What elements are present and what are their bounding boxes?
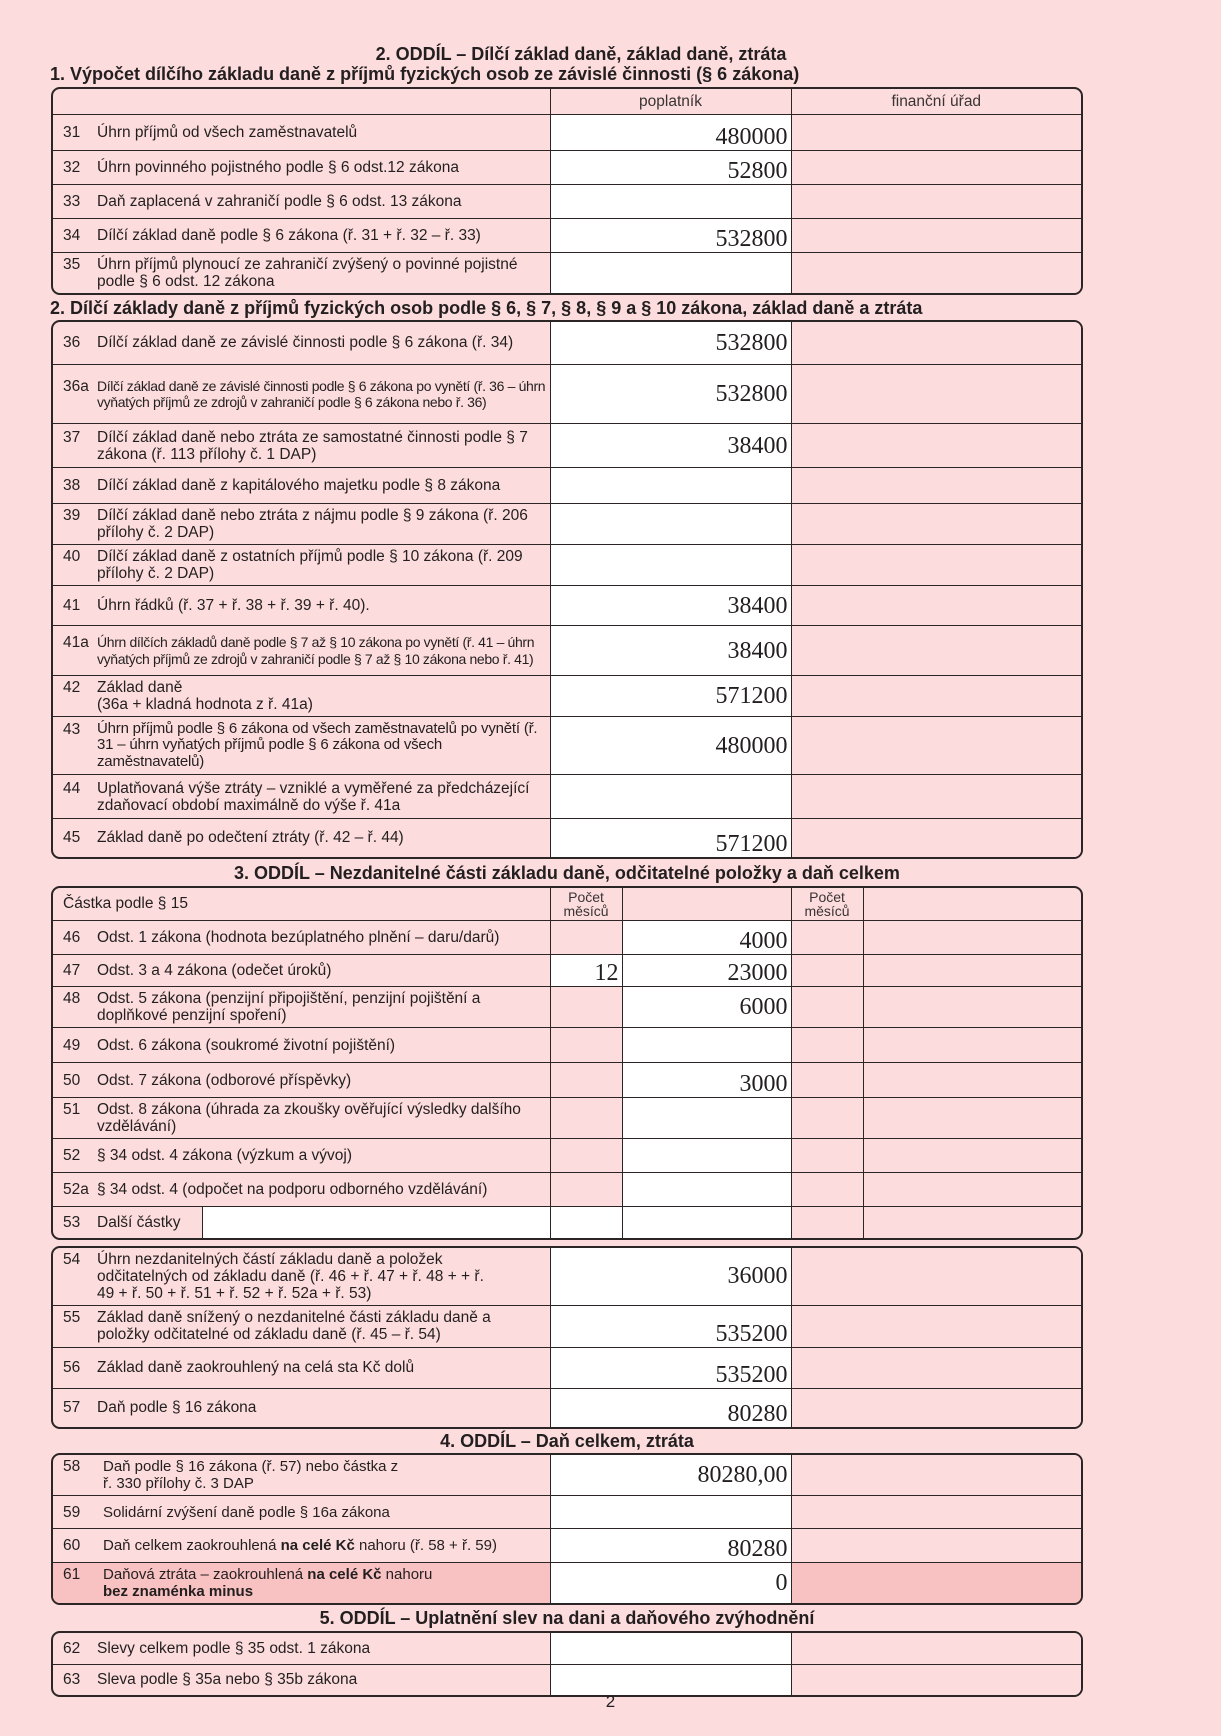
row-number: 60 xyxy=(63,1537,81,1554)
value-field[interactable]: 23000 xyxy=(622,955,791,987)
other-amounts-text-field[interactable] xyxy=(202,1207,550,1238)
office-field xyxy=(791,1248,1081,1306)
row-number: 38 xyxy=(63,477,81,494)
section4-table xyxy=(51,1453,1083,1605)
row-46 xyxy=(53,921,1081,955)
row-47 xyxy=(53,955,1081,987)
value-field[interactable] xyxy=(550,184,791,218)
row-number: 31 xyxy=(63,123,81,141)
row-53 xyxy=(53,1207,1081,1238)
header-blank xyxy=(53,89,550,114)
row-52a xyxy=(53,1173,1081,1207)
row-label: Dílčí základ daně z ostatních příjmů podle § 10 zákona (ř. 209 přílohy č. 2 DAP) xyxy=(97,548,523,582)
value-field[interactable]: 535200 xyxy=(550,1305,791,1347)
row-label: Uplatňovaná výše ztráty – vzniklé a vyměřené za předcházející zdaňovací období maximálně do výše ř. 41a xyxy=(97,779,530,814)
row-number: 53 xyxy=(63,1213,81,1231)
row-31 xyxy=(53,114,1081,150)
office-field xyxy=(791,1633,1081,1664)
office-field xyxy=(791,1496,1081,1529)
value-field[interactable] xyxy=(550,775,791,819)
office-field xyxy=(863,1207,1081,1238)
value-field[interactable] xyxy=(622,1098,791,1139)
row-56 xyxy=(53,1347,1081,1388)
office-field xyxy=(791,252,1081,293)
col-taxpayer-header: poplatník xyxy=(550,89,791,114)
value-field[interactable]: 80280 xyxy=(550,1388,791,1427)
office-field xyxy=(863,987,1081,1028)
row-label: Slevy celkem podle § 35 odst. 1 zákona xyxy=(97,1639,371,1657)
office-field xyxy=(791,676,1081,717)
part1-table xyxy=(51,87,1083,295)
col-office-header: finanční úřad xyxy=(791,89,1081,114)
office-field xyxy=(791,819,1081,857)
row-41a xyxy=(53,626,1081,676)
value-field[interactable] xyxy=(622,1139,791,1173)
row-number: 32 xyxy=(63,158,81,176)
row-62 xyxy=(53,1633,1081,1664)
row-59 xyxy=(53,1496,1081,1529)
row-label: Úhrn povinného pojistného podle § 6 odst.12 zákona xyxy=(97,158,459,176)
office-field xyxy=(791,717,1081,775)
value-field[interactable]: 36000 xyxy=(550,1248,791,1306)
section3-table xyxy=(51,886,1083,1240)
part2-title: 2. Dílčí základy daně z příjmů fyzických osob podle § 6, § 7, § 8, § 9 a § 10 zákona, základ daně a ztráta xyxy=(50,297,923,318)
row-33 xyxy=(53,184,1081,218)
row-number: 44 xyxy=(63,779,81,797)
row-61 xyxy=(53,1563,1081,1604)
row-label: Dílčí základ daně podle § 6 zákona (ř. 31 + ř. 32 – ř. 33) xyxy=(97,226,481,244)
row-number: 58 xyxy=(63,1458,81,1475)
value-field[interactable] xyxy=(622,1028,791,1063)
row-52 xyxy=(53,1139,1081,1173)
value-field[interactable]: 532800 xyxy=(550,322,791,365)
row-number: 49 xyxy=(63,1036,81,1054)
row-label: Odst. 1 zákona (hodnota bezúplatného plnění – daru/darů) xyxy=(97,929,500,946)
office-field xyxy=(863,955,1081,987)
value-field[interactable]: 3000 xyxy=(622,1063,791,1098)
office-months-field xyxy=(791,955,863,987)
office-field xyxy=(791,1563,1081,1604)
row-label: Úhrn nezdanitelných částí základu daně a položek odčitatelných od základu daně (ř. 46 + ř. 47 + ř. 48 + + ř. 49 + ř. 50 + ř. 51 + ř. 52 + ř. 52a + ř. 53) xyxy=(97,1250,484,1302)
section5-table xyxy=(51,1631,1083,1697)
row-label: Solidární zvýšení daně podle § 16a zákona xyxy=(103,1503,390,1521)
row-number: 40 xyxy=(63,548,81,565)
row-number: 56 xyxy=(63,1359,81,1376)
row-40 xyxy=(53,545,1081,586)
office-field xyxy=(791,218,1081,252)
row-number: 50 xyxy=(63,1071,81,1089)
part1-title: 1. Výpočet dílčího základu daně z příjmů fyzických osob ze závislé činnosti (§ 6 zákona) xyxy=(50,64,800,84)
months-field xyxy=(550,987,622,1028)
value-field[interactable] xyxy=(550,252,791,293)
office-field xyxy=(791,1388,1081,1427)
row-number: 48 xyxy=(63,990,81,1007)
row-number: 54 xyxy=(63,1250,81,1268)
row-number: 61 xyxy=(63,1566,81,1583)
value-field[interactable]: 38400 xyxy=(550,586,791,626)
row-32 xyxy=(53,150,1081,184)
value-field[interactable]: 38400 xyxy=(550,626,791,676)
value-field[interactable] xyxy=(550,1633,791,1664)
value-field[interactable]: 532800 xyxy=(550,218,791,252)
row-number: 33 xyxy=(63,192,81,210)
row-label: Dílčí základ daně z kapitálového majetku podle § 8 zákona xyxy=(97,477,501,494)
row-label: Základ daně xyxy=(97,679,183,696)
row-label: Dílčí základ daně ze závislé činnosti podle § 6 zákona po vynětí (ř. 36 – úhrn vyňatých příjmů ze zdrojů v zahraničí podle § 6 zákona nebo ř. 36) xyxy=(97,377,546,410)
section3-totals-table xyxy=(51,1246,1083,1430)
section3-title: 3. ODDÍL – Nezdanitelné části základu daně, odčitatelné položky a daň celkem xyxy=(234,862,900,883)
row-48 xyxy=(53,987,1081,1028)
row-42 xyxy=(53,676,1081,717)
row-number: 34 xyxy=(63,226,81,244)
row-label: Úhrn příjmů podle § 6 zákona od všech zaměstnavatelů po vynětí (ř. 31 – úhrn vyňatých příjmů podle § 6 zákona od všech zaměstnavatelů) xyxy=(97,719,538,770)
row-36a xyxy=(53,365,1081,424)
row-49 xyxy=(53,1028,1081,1063)
row-number: 41 xyxy=(63,597,81,614)
value-field[interactable]: 571200 xyxy=(550,676,791,717)
value-field[interactable] xyxy=(550,1496,791,1529)
row-number: 57 xyxy=(63,1399,81,1417)
section4-title: 4. ODDÍL – Daň celkem, ztráta xyxy=(440,1431,694,1451)
row-number: 62 xyxy=(63,1639,81,1657)
value-field[interactable]: 480000 xyxy=(550,717,791,775)
office-months-field xyxy=(791,1139,863,1173)
value-field[interactable]: 80280,00 xyxy=(550,1455,791,1496)
months-field[interactable]: 12 xyxy=(550,955,622,987)
office-field xyxy=(791,322,1081,365)
row-label: Daň celkem zaokrouhlená na celé Kč nahoru (ř. 58 + ř. 59) xyxy=(103,1537,497,1554)
row-number: 46 xyxy=(63,929,81,946)
value-field[interactable]: 535200 xyxy=(550,1347,791,1388)
months-field xyxy=(550,1173,622,1207)
months-field xyxy=(550,1028,622,1063)
row-label: Odst. 6 zákona (soukromé životní pojištění) xyxy=(97,1036,396,1054)
office-field xyxy=(863,1098,1081,1139)
header-blank xyxy=(622,888,791,921)
value-field[interactable] xyxy=(550,545,791,586)
value-field[interactable]: 4000 xyxy=(622,921,791,955)
value-field[interactable]: 80280 xyxy=(550,1529,791,1563)
row-label: Daň podle § 16 zákona xyxy=(97,1399,257,1417)
office-field xyxy=(791,468,1081,504)
months-field[interactable] xyxy=(550,1207,622,1238)
row-number: 51 xyxy=(63,1101,81,1118)
office-field xyxy=(791,1664,1081,1695)
value-field[interactable]: 38400 xyxy=(550,424,791,468)
row-number: 43 xyxy=(63,720,81,738)
row-38 xyxy=(53,468,1081,504)
office-field xyxy=(791,504,1081,545)
row-number: 59 xyxy=(63,1503,81,1521)
row-39 xyxy=(53,504,1081,545)
office-field xyxy=(791,775,1081,819)
row-label: Daň zaplacená v zahraničí podle § 6 odst. 13 zákona xyxy=(97,192,462,210)
row-label: Další částky xyxy=(97,1213,181,1231)
header-blank xyxy=(863,888,1081,921)
value-field[interactable]: 6000 xyxy=(622,987,791,1028)
office-field xyxy=(863,921,1081,955)
row-label: Základ daně snížený o nezdanitelné části základu daně a položky odčitatelné od základu daně (ř. 45 – ř. 54) xyxy=(97,1309,491,1343)
office-field xyxy=(791,184,1081,218)
row-number: 39 xyxy=(63,507,81,524)
part2-table xyxy=(51,320,1083,859)
row-label: Odst. 8 zákona (úhrada za zkoušky ověřující výsledky dalšího vzdělávání) xyxy=(97,1101,521,1135)
value-field[interactable]: 480000 xyxy=(550,114,791,150)
office-months-field xyxy=(791,1207,863,1238)
office-field xyxy=(791,1455,1081,1496)
office-field xyxy=(791,114,1081,150)
row-label: Základ daně po odečtení ztráty (ř. 42 – ř. 44) xyxy=(97,829,404,847)
row-number: 36 xyxy=(63,334,81,352)
row-number: 52 xyxy=(63,1147,81,1164)
office-field xyxy=(791,424,1081,468)
row-60 xyxy=(53,1529,1081,1563)
col-months-header-office: Počet měsíců xyxy=(791,888,863,921)
office-field xyxy=(863,1139,1081,1173)
row-number: 42 xyxy=(63,679,81,696)
value-field[interactable]: 0 xyxy=(550,1563,791,1604)
months-field xyxy=(550,1098,622,1139)
row-50 xyxy=(53,1063,1081,1098)
row-number: 36a xyxy=(63,377,89,395)
tax-form-page-2 xyxy=(51,0,1083,1697)
row-label: Dílčí základ daně nebo ztráta ze samostatné činnosti podle § 7 zákona (ř. 113 přílohy č. 1 DAP) xyxy=(97,428,528,463)
row-label: Odst. 5 zákona (penzijní připojištění, penzijní pojištění a doplňkové penzijní spoření) xyxy=(97,990,481,1024)
row-58 xyxy=(53,1455,1081,1496)
office-field xyxy=(863,1028,1081,1063)
office-field xyxy=(863,1063,1081,1098)
value-field[interactable] xyxy=(550,1664,791,1695)
row-34 xyxy=(53,218,1081,252)
row-57 xyxy=(53,1388,1081,1427)
row-label: Úhrn řádků (ř. 37 + ř. 38 + ř. 39 + ř. 40). xyxy=(97,597,370,614)
office-field xyxy=(791,150,1081,184)
row-43 xyxy=(53,717,1081,775)
row-37 xyxy=(53,424,1081,468)
row-label: Daň podle § 16 zákona (ř. 57) nebo částka z ř. 330 přílohy č. 3 DAP xyxy=(103,1458,399,1492)
section3-header-label: Částka podle § 15 xyxy=(53,888,550,921)
value-field[interactable]: 532800 xyxy=(550,365,791,424)
row-number: 35 xyxy=(63,255,81,273)
row-45 xyxy=(53,819,1081,857)
row-label: Úhrn dílčích základů daně podle § 7 až § 10 zákona po vynětí (ř. 41 – úhrn vyňatých příjmů ze zdrojů v zahraničí podle § 7 až § 10 zákona nebo ř. 41) xyxy=(97,634,535,667)
value-field[interactable] xyxy=(550,468,791,504)
row-number: 52a xyxy=(63,1181,89,1198)
row-55 xyxy=(53,1305,1081,1347)
row-label: Daňová ztráta – zaokrouhlená na celé Kč nahoru bez znaménka minus xyxy=(103,1566,433,1600)
page-number: 2 xyxy=(605,1692,616,1711)
office-field xyxy=(791,1305,1081,1347)
office-field xyxy=(791,365,1081,424)
section2-title: 2. ODDÍL – Dílčí základ daně, základ daně, ztráta xyxy=(375,44,787,64)
row-label: Odst. 3 a 4 zákona (odečet úroků) xyxy=(97,962,332,979)
office-field xyxy=(791,586,1081,626)
value-field[interactable]: 571200 xyxy=(550,819,791,857)
office-field xyxy=(863,1173,1081,1207)
row-label: Odst. 7 zákona (odborové příspěvky) xyxy=(97,1071,352,1089)
row-36 xyxy=(53,322,1081,365)
row-label: Úhrn příjmů plynoucí ze zahraničí zvýšený o povinné pojistné podle § 6 odst. 12 zákona xyxy=(97,255,518,290)
row-41 xyxy=(53,586,1081,626)
months-field xyxy=(550,1063,622,1098)
row-label: Základ daně zaokrouhlený na celá sta Kč dolů xyxy=(97,1359,415,1376)
office-months-field xyxy=(791,1028,863,1063)
col-months-header: Počet měsíců xyxy=(550,888,622,921)
office-months-field xyxy=(791,987,863,1028)
value-field[interactable]: 52800 xyxy=(550,150,791,184)
row-label-line2: (36a + kladná hodnota z ř. 41a) xyxy=(97,696,313,713)
row-51 xyxy=(53,1098,1081,1139)
row-number: 47 xyxy=(63,962,81,979)
row-label: § 34 odst. 4 (odpočet na podporu odborného vzdělávání) xyxy=(97,1181,488,1198)
row-number: 55 xyxy=(63,1309,81,1326)
row-label: § 34 odst. 4 zákona (výzkum a vývoj) xyxy=(97,1147,353,1164)
months-field xyxy=(550,921,622,955)
office-months-field xyxy=(791,1173,863,1207)
row-label: Dílčí základ daně ze závislé činnosti podle § 6 zákona (ř. 34) xyxy=(97,334,514,352)
row-number: 37 xyxy=(63,428,81,446)
row-number: 41a xyxy=(63,634,89,651)
row-number: 45 xyxy=(63,829,81,847)
office-months-field xyxy=(791,921,863,955)
row-54 xyxy=(53,1248,1081,1306)
row-number: 63 xyxy=(63,1671,81,1689)
row-label: Sleva podle § 35a nebo § 35b zákona xyxy=(97,1671,358,1689)
office-field xyxy=(791,545,1081,586)
office-field xyxy=(791,626,1081,676)
office-field xyxy=(791,1347,1081,1388)
office-field xyxy=(791,1529,1081,1563)
row-label: Dílčí základ daně nebo ztráta z nájmu podle § 9 zákona (ř. 206 přílohy č. 2 DAP) xyxy=(97,507,528,541)
value-field[interactable] xyxy=(622,1173,791,1207)
months-field xyxy=(550,1139,622,1173)
section5-title: 5. ODDÍL – Uplatnění slev na dani a daňového zvýhodnění xyxy=(319,1608,815,1628)
value-field[interactable] xyxy=(550,504,791,545)
row-label: Úhrn příjmů od všech zaměstnavatelů xyxy=(97,123,358,141)
office-months-field xyxy=(791,1098,863,1139)
row-44 xyxy=(53,775,1081,819)
row-63 xyxy=(53,1664,1081,1695)
value-field[interactable] xyxy=(622,1207,791,1238)
office-months-field xyxy=(791,1063,863,1098)
row-35 xyxy=(53,252,1081,293)
